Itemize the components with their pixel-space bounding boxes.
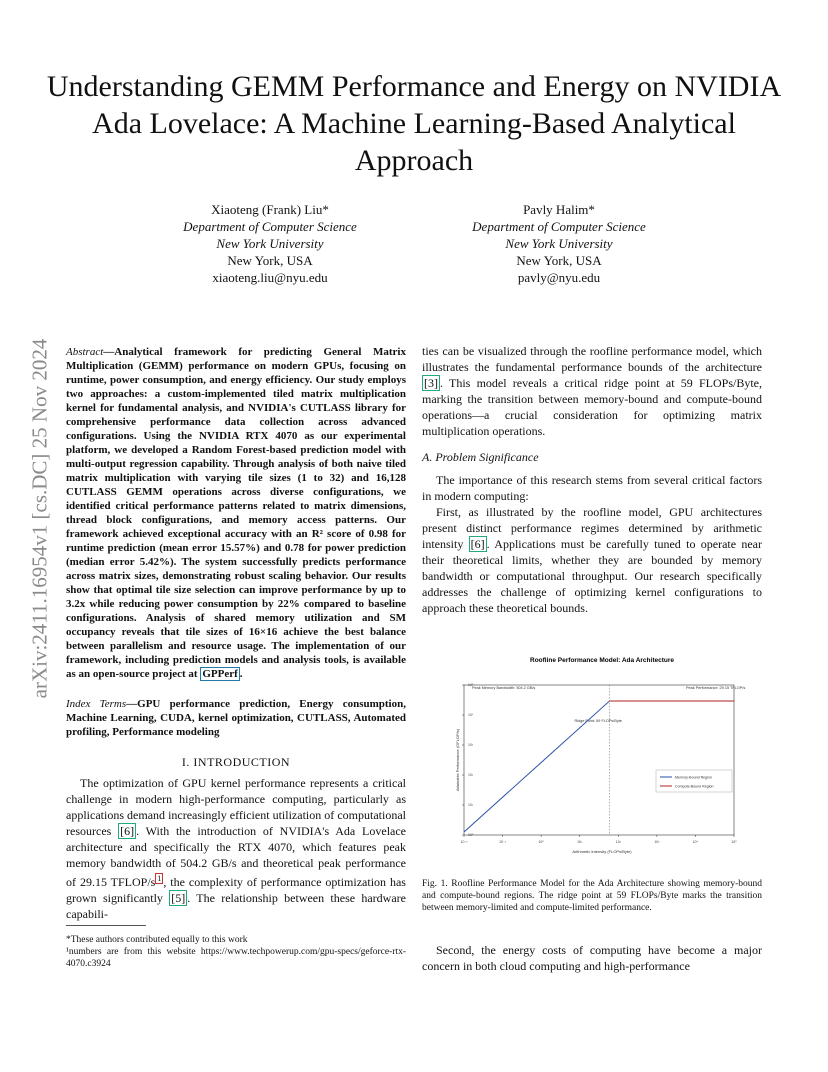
roofline-chart <box>452 650 752 865</box>
x-tick-label: 10¹ <box>577 840 583 844</box>
gpperf-link[interactable]: GPPerf <box>202 668 238 680</box>
ridge-point-label: Ridge Point: 59 FLOPs/Byte <box>574 719 622 723</box>
author-univ: New York University <box>505 236 613 251</box>
x-tick-label: 10⁰ <box>538 840 544 844</box>
x-tick-label: 10² <box>615 840 621 844</box>
author-univ: New York University <box>216 236 324 251</box>
section-heading-introduction: I. INTRODUCTION <box>181 755 291 769</box>
footnote: ¹numbers are from this website https://www.techpowerup.com/gpu-specs/geforce-rtx-4070.c3924 <box>66 947 406 969</box>
citation-3[interactable]: [3] <box>424 376 438 390</box>
author-email[interactable]: xiaoteng.liu@nyu.edu <box>212 270 328 285</box>
right-column-paragraph: ties can be visualized through the roofline performance model, which illustrates the fundamental performance bounds of the architecture [3] . This model reveals a critical ridge point at 59 FLOPs/Byte, marking the transition between memory-bound and compute-bound operations—a crucial consideration for optimizing matrix multiplication operations. <box>422 344 762 438</box>
citation-6[interactable]: [6] <box>120 824 135 838</box>
author-name: Pavly Halim* <box>523 202 595 217</box>
abstract: Abstract—Analytical framework for predicting General Matrix Multiplication (GEMM) performance on modern GPUs, focusing on runtime, power consumption, and energy efficiency. Our study employs two approaches: a custom-implemented tiled matrix multiplication kernel for fundamental analysis, and NVIDIA's CUTLASS library for comprehensive performance data collection across advanced configurations. Using the NVIDIA RTX 4070 as our experimental platform, we developed a Random Forest-based prediction model with multi-output regression capability. Through analysis of both naive tiled matrix multiplication with varying tile sizes (1 to 32) and 16,128 CUTLASS GEMM operations across diverse configurations, we identified critical performance patterns related to matrix dimensions, thread block configurations, and memory access patterns. Our framework achieved exceptional accuracy with an R² score of 0.98 for runtime prediction (mean error 15.57%) and 0.78 for power prediction (median error 5.42%). The system successfully predicts performance across matrix sizes, demonstrating robust scaling behavior. Our results show that optimal tile size selection can improve performance by up to 3.2x while reducing power consumption by 22% compared to baseline configurations. Analysis of shared memory utilization and SM occupancy reveals that tile sizes of 16×16 achieve the best balance between parallelism and resource usage. The implementation of our framework, including prediction models and analysis tools, is available as an open-source project at GPPerf . <box>66 346 406 680</box>
author-email[interactable]: pavly@nyu.edu <box>517 270 601 285</box>
y-tick-label: 10² <box>468 773 474 778</box>
y-tick-label: 10⁰ <box>468 833 474 838</box>
right-column-paragraph: Second, the energy costs of computing have become a major concern in both cloud computing and high-performance <box>422 943 762 973</box>
subsection-heading: A. Problem Significance <box>422 450 539 464</box>
footnote-marker[interactable]: 1 <box>157 874 162 883</box>
author-name: Xiaoteng (Frank) Liu* <box>211 202 329 217</box>
legend-entry-1: Compute-Bound Region <box>675 784 714 789</box>
figure-caption: Fig. 1. Roofline Performance Model for the Ada Architecture showing memory-bound and compute-bound regions. The ridge point at 59 FLOPs/Byte marks the transition between memory-limited and compute-limited performance. <box>422 879 762 913</box>
intro-paragraph: The optimization of GPU kernel performance represents a critical challenge in modern high-performance computing, particularly as applications demand increasingly efficient utilization of computational resources [6] . With the introduction of NVIDIA's Ada Lovelace architecture and specifically the RTX 4070, which features peak memory bandwidth of 504.2 GB/s and theoretical peak performance of 29.15 TFLOP/s $^1$ , the complexity of performance optimization has grown significantly [5] . The relationship between these hardware capabili- <box>66 776 407 921</box>
paper-title: Understanding GEMM Performance and Energy on NVIDIA Ada Lovelace: A Machine Learning-Based Analytical Approach <box>46 70 782 177</box>
x-tick-label: 10⁻¹ <box>499 840 507 844</box>
x-axis-label: Arithmetic Intensity (FLOPs/Byte) <box>572 849 632 854</box>
index-terms: Index Terms—GPU performance prediction, Energy consumption, Machine Learning, CUDA, kernel optimization, CUTLASS, Automated profiling, Performance modeling <box>66 698 406 738</box>
author-block-2 <box>409 201 709 286</box>
footnote-rule <box>66 925 146 926</box>
y-tick-label: 10³ <box>468 743 474 748</box>
x-tick-label: 10³ <box>654 840 660 844</box>
author-location: New York, USA <box>227 253 313 268</box>
chart-title: Roofline Performance Model: Ada Architecture <box>530 657 674 664</box>
y-tick-label: 10⁴ <box>468 713 474 718</box>
peak-bandwidth-label: Peak Memory Bandwidth: 504.2 GB/s <box>472 686 536 690</box>
problem-significance-text: The importance of this research stems from several critical factors in modern computing: First, as illustrated by the roofline model, GPU architectures present distinct performance regimes determined by arithmetic intensity [6] . Applications must be carefully tuned to operate near their theoretical limits, whether they are bounded by memory bandwidth or computational throughput. Our research specifically addresses the challenge of optimizing kernel configurations to approach these theoretical bounds. <box>422 473 763 615</box>
footnote: *These authors contributed equally to this work <box>66 935 248 945</box>
author-dept: Department of Computer Science <box>472 219 646 234</box>
author-dept: Department of Computer Science <box>183 219 357 234</box>
y-tick-label: 10⁵ <box>468 683 474 688</box>
citation-6[interactable]: [6] <box>470 537 485 551</box>
peak-performance-label: Peak Performance: 29.15 TFLOP/s <box>686 686 746 690</box>
y-axis-label: Attainable Performance (GFLOP/s) <box>455 728 460 792</box>
footnotes <box>66 934 406 970</box>
x-tick-label: 10⁻² <box>460 840 468 844</box>
legend-box <box>656 770 732 792</box>
legend-entry-0: Memory-Bound Region <box>675 775 712 780</box>
citation-5[interactable]: [5] <box>171 891 186 905</box>
author-block-1 <box>120 201 420 286</box>
author-location: New York, USA <box>516 253 602 268</box>
y-tick-label: 10¹ <box>468 803 474 808</box>
x-tick-label: 10⁵ <box>731 840 737 844</box>
x-tick-label: 10⁴ <box>692 840 699 844</box>
